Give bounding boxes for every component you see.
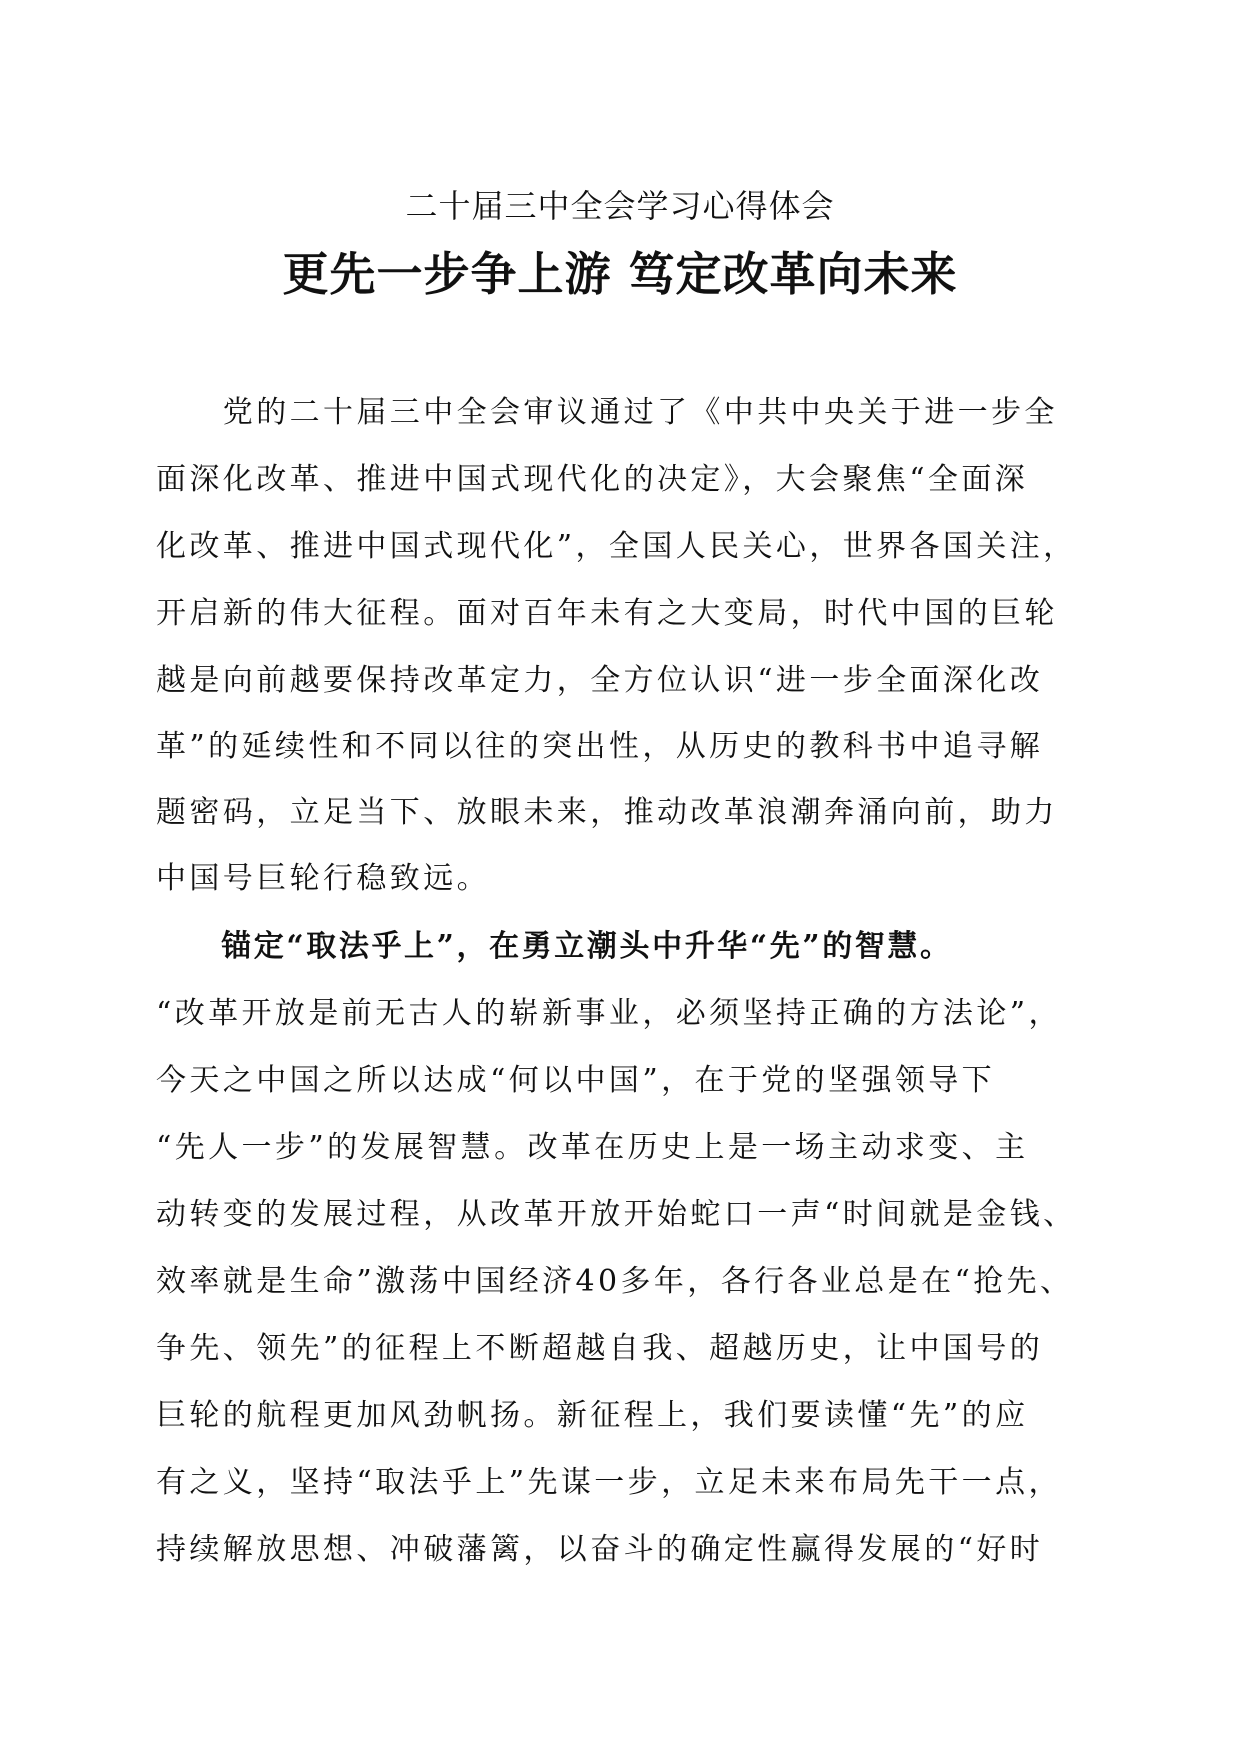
body-line: “先人一步”的发展智慧。改革在历史上是一场主动求变、主 [156, 1130, 1029, 1165]
body-line: 巨轮的航程更加风劲帆扬。新征程上，我们要读懂“先”的应 [156, 1398, 1029, 1433]
body-line: 面深化改革、推进中国式现代化的决定》，大会聚焦“全面深 [156, 462, 1029, 497]
document-title: 更先一步争上游 笃定改革向未来 [282, 247, 958, 301]
body-line: 持续解放思想、冲破藩篱，以奋斗的确定性赢得发展的“好时 [156, 1532, 1044, 1567]
section-heading: 锚定“取法乎上”，在勇立潮头中升华“先”的智慧。 [156, 929, 953, 964]
body-line: “改革开放是前无古人的崭新事业，必须坚持正确的方法论”， [156, 996, 1062, 1031]
body-line: 动转变的发展过程，从改革开放开始蛇口一声“时间就是金钱、 [156, 1197, 1077, 1232]
body-line: 开启新的伟大征程。面对百年未有之大变局，时代中国的巨轮 [156, 596, 1058, 631]
document-subtitle: 二十届三中全会学习心得体会 [405, 187, 835, 225]
body-line: 效率就是生命”激荡中国经济40多年，各行各业总是在“抢先、 [156, 1264, 1074, 1299]
body-line: 今天之中国之所以达成“何以中国”，在于党的坚强领导下 [156, 1063, 996, 1098]
body-line: 题密码，立足当下、放眼未来，推动改革浪潮奔涌向前，助力 [156, 795, 1058, 830]
body-line: 化改革、推进中国式现代化”，全国人民关心，世界各国关注， [156, 529, 1077, 564]
body-line: 争先、领先”的征程上不断超越自我、超越历史，让中国号的 [156, 1331, 1044, 1366]
body-line: 越是向前越要保持改革定力，全方位认识“进一步全面深化改 [156, 663, 1044, 698]
body-line: 中国号巨轮行稳致远。 [156, 861, 490, 896]
body-line: 革”的延续性和不同以往的突出性，从历史的教科书中追寻解 [156, 729, 1044, 764]
body-line: 党的二十届三中全会审议通过了《中共中央关于进一步全 [156, 395, 1058, 430]
body-line: 有之义，坚持“取法乎上”先谋一步，立足未来布局先干一点， [156, 1465, 1062, 1500]
